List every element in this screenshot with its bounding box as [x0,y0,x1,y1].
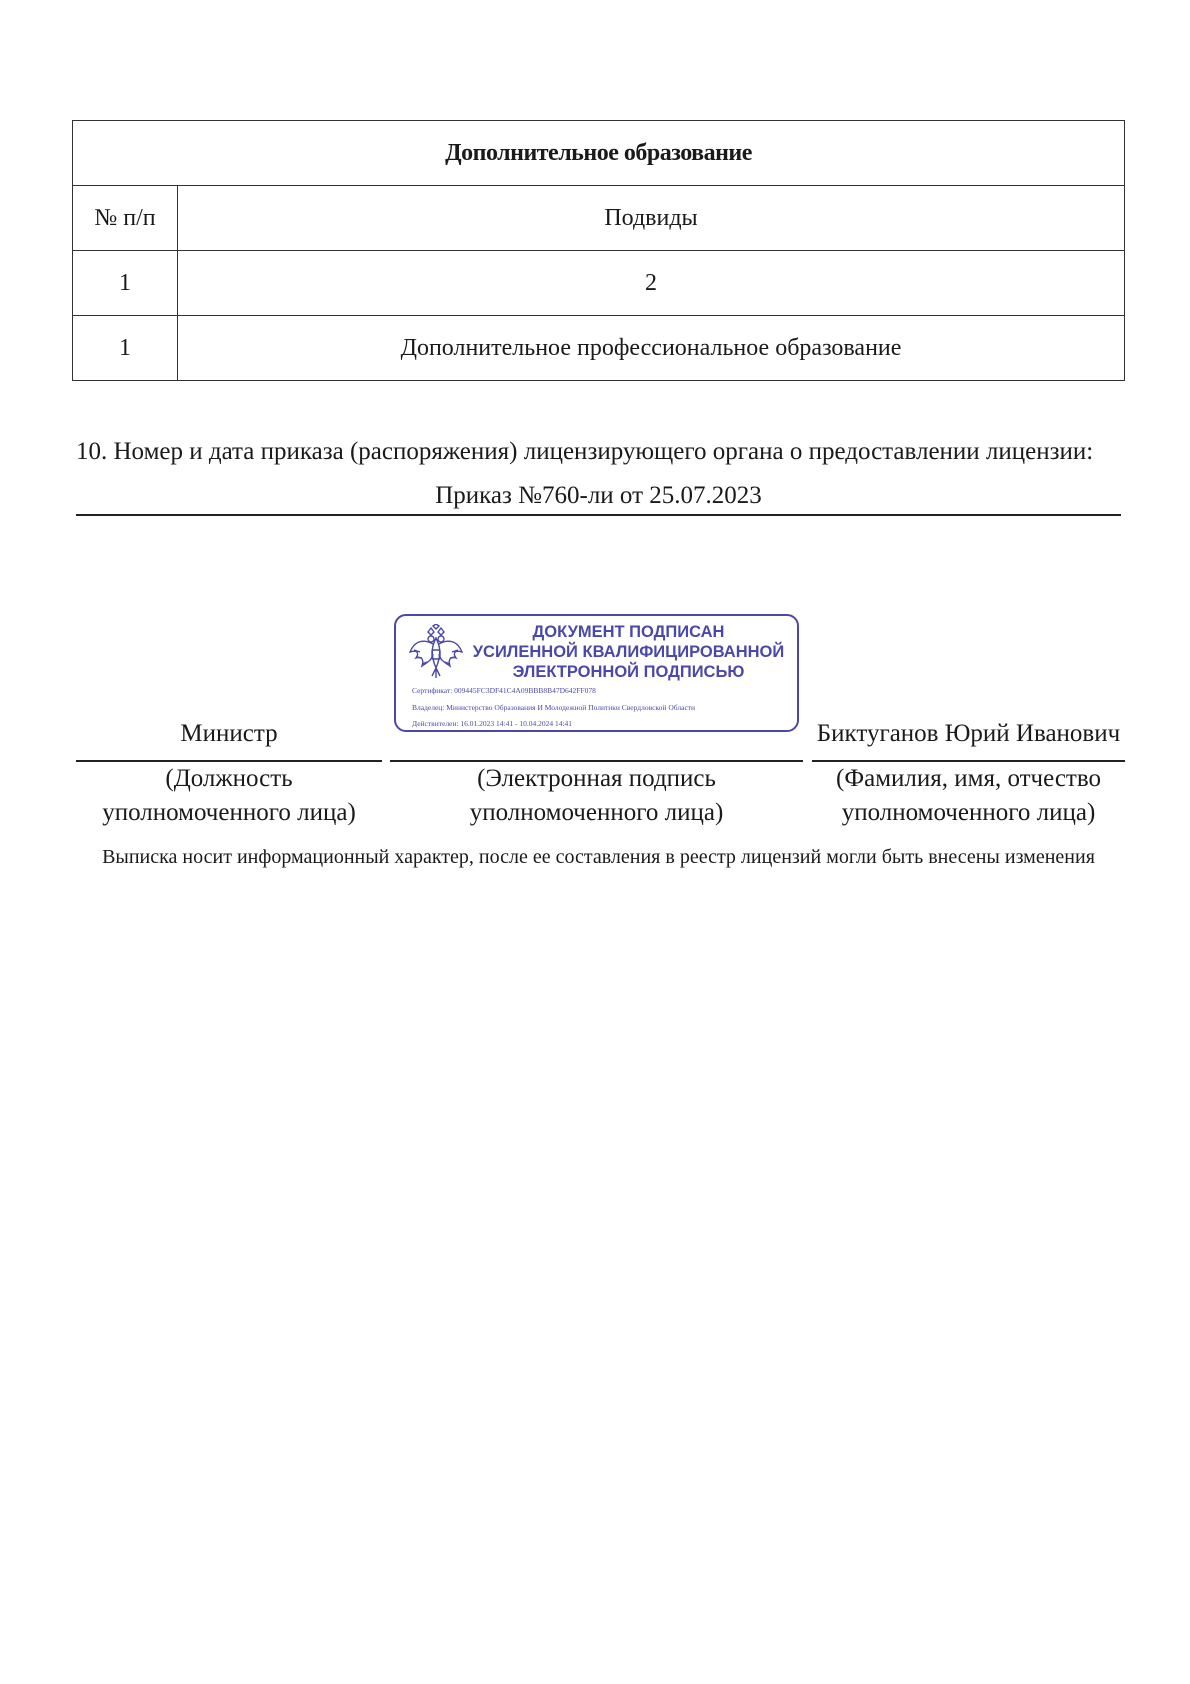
index-cell: 2 [178,251,1125,316]
index-cell: 1 [73,251,178,316]
caption-signature [390,762,803,830]
order-underline [76,514,1121,516]
stamp-line-3: ЭЛЕКТРОННОЙ ПОДПИСЬЮ [512,663,745,681]
signer-name: Биктуганов Юрий Иванович [816,720,1121,747]
stamp-certificate: Сертификат: 009445FC3DF41C4A09BBB8B47D642FF078 [412,686,596,695]
russian-coat-of-arms-icon [406,624,466,684]
caption-name [812,762,1125,830]
stamp-heading [466,622,791,682]
caption-signature-line-2: уполномоченного лица) [469,799,724,826]
caption-position-line-1: (Должность [165,765,293,792]
caption-name-line-1: (Фамилия, имя, отчество [836,765,1101,792]
table-row [73,316,1125,381]
stamp-owner: Владелец: Министерство Образования И Молодежной Политики Свердловской Области [412,703,696,712]
row-subtype: Дополнительное профессиональное образование [178,316,1125,381]
caption-position-line-2: уполномоченного лица) [102,799,356,826]
caption-name-line-2: уполномоченного лица) [841,799,1096,826]
column-header-subtypes: Подвиды [178,186,1125,251]
section-10-label: 10. Номер и дата приказа (распоряжения) лицензирующего органа о предоставлении лицензии: [76,438,1094,465]
signer-position: Министр [180,720,278,747]
subtypes-table [72,120,1125,381]
caption-signature-line-1: (Электронная подпись [477,765,716,792]
e-signature-stamp [394,614,799,732]
order-value: Приказ №760-ли от 25.07.2023 [435,482,762,509]
stamp-line-1: ДОКУМЕНТ ПОДПИСАН [532,623,725,641]
disclaimer-note: Выписка носит информационный характер, после ее составления в реестр лицензий могли быть внесены изменения [102,846,1095,868]
stamp-validity: Действителен: 16.01.2023 14:41 - 10.04.2024 14:41 [412,719,573,728]
table-title: Дополнительное образование [73,121,1125,186]
stamp-line-2: УСИЛЕННОЙ КВАЛИФИЦИРОВАННОЙ [472,643,785,661]
row-number: 1 [73,316,178,381]
caption-position [76,762,382,830]
column-header-number: № п/п [73,186,178,251]
